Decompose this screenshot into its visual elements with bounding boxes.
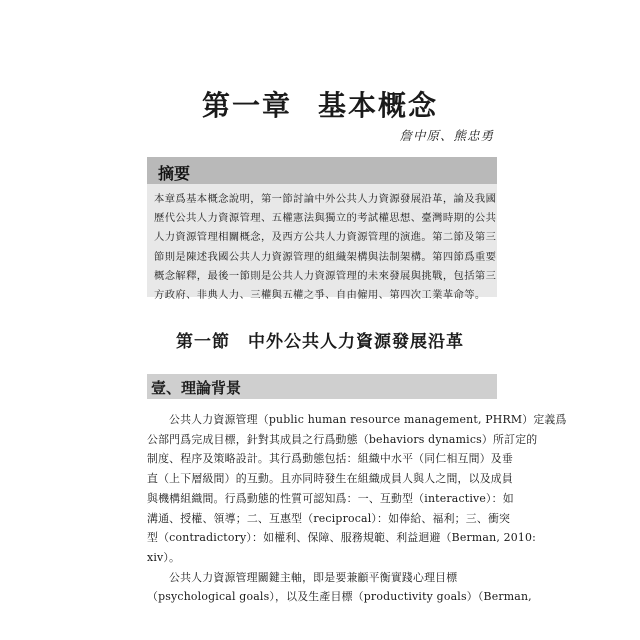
abstract-line: 歷代公共人力資源管理、五權憲法與獨立的考試權思想、臺灣時期的公共 (154, 212, 497, 225)
body-text (147, 410, 567, 607)
abstract-header-bar (147, 157, 497, 184)
chapter-number: 第一章 (201, 89, 292, 122)
body-line: 制度、程序及策略設計。其行爲動態包括：組織中水平（同仁相互間）及垂 (147, 452, 513, 466)
chapter-title (0, 84, 640, 124)
body-line: 公部門爲完成目標，針對其成員之行爲動態（behaviors dynamics）所訂定的 (147, 432, 538, 446)
section-name: 中外公共人力資源發展沿革 (248, 332, 464, 352)
authors: 詹中原、熊忠勇 (399, 128, 494, 143)
abstract-line: 概念解釋，最後一節則是公共人力資源管理的未來發展與挑戰，包括第三 (154, 269, 497, 282)
subsection-heading: 壹、理論背景 (151, 379, 242, 397)
abstract-line: 本章爲基本概念說明，第一節討論中外公共人力資源發展沿革，論及我國 (154, 193, 497, 205)
body-line: 與機構組織間。行爲動態的性質可認知爲：一、互動型（interactive）：如 (147, 491, 514, 505)
body-line: xiv）。 (147, 550, 181, 564)
body-line: 公共人力資源管理（public human resource management, PHRM）定義爲 (169, 413, 567, 426)
body-line: 溝通、授權、領導；二、互惠型（reciprocal）：如俸給、福利；三、衝突 (147, 511, 511, 525)
abstract-line: 方政府、非典人力、三權與五權之爭、自由僱用、第四次工業革命等。 (154, 289, 486, 302)
abstract-text (154, 190, 497, 305)
abstract-line: 人力資源管理相關概念，及西方公共人力資源管理的演進。第二節及第三 (154, 231, 497, 244)
section-title (0, 327, 640, 352)
body-line: 直（上下層級間）的互動。且亦同時發生在組織成員人與人之間，以及成員 (147, 472, 513, 486)
section-number: 第一節 (176, 332, 230, 352)
abstract-label: 摘要 (158, 164, 191, 183)
abstract-line: 節則是陳述我國公共人力資源管理的組織架構與法制架構。第四節爲重要 (154, 250, 497, 263)
body-line: 型（contradictory）：如權利、保障、服務規範、利益迴避（Berman, 2010: (147, 531, 537, 545)
body-line: 公共人力資源管理關鍵主軸，即是要兼顧平衡實踐心理目標 (169, 570, 458, 584)
chapter-name: 基本概念 (318, 89, 439, 122)
body-line: （psychological goals），以及生產目標（productivity goals）（Berman, (147, 590, 532, 604)
